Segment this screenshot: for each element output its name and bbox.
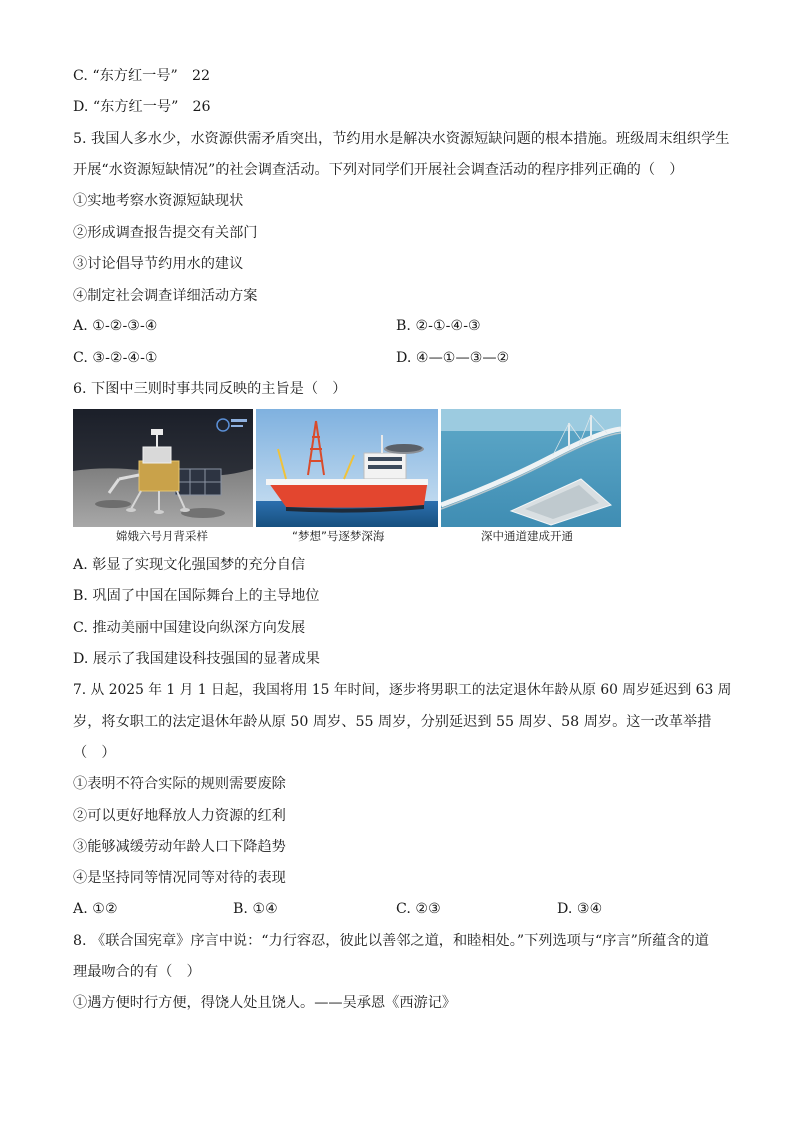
q7-stem-line3: （ ） <box>73 745 116 761</box>
q4-option-c: C. “东方红一号” 22 <box>73 68 211 84</box>
q5-option-d: D. ④—①—③—② <box>396 350 510 366</box>
q8-stem-line1: 8. 《联合国宪章》序言中说：“力行容忍，彼此以善邻之道，和睦相处。”下列选项与“序言”所蕴含的道 <box>73 933 709 949</box>
caption-lunar-lander: 嫦娥六号月背采样 <box>116 529 208 543</box>
q8-item-1: ①遇方便时行方便，得饶人处且饶人。——吴承恩《西游记》 <box>73 995 457 1011</box>
q5-stem-line2: 开展“水资源短缺情况”的社会调查活动。下列对同学们开展社会调查活动的程序排列正确的（ ） <box>73 162 684 178</box>
q7-option-a: A. ①② <box>73 901 118 917</box>
q5-item-1: ①实地考察水资源短缺现状 <box>73 193 244 209</box>
q5-option-c: C. ③-②-④-① <box>73 350 158 366</box>
q6-stem: 6. 下图中三则时事共同反映的主旨是（ ） <box>73 381 347 397</box>
q7-item-3: ③能够减缓劳动年龄人口下降趋势 <box>73 839 286 855</box>
caption-drilling-ship: “梦想”号逐梦深海 <box>292 529 385 543</box>
q7-option-d: D. ③④ <box>557 901 603 917</box>
q7-stem-line2: 岁，将女职工的法定退休年龄从原 50 周岁、55 周岁，分别延迟到 55 周岁、58 周岁。这一改革举措 <box>73 714 712 730</box>
q5-stem-line1: 5. 我国人多水少，水资源供需矛盾突出，节约用水是解决水资源短缺问题的根本措施。班级周末组织学生 <box>73 131 730 147</box>
q5-item-4: ④制定社会调查详细活动方案 <box>73 288 258 304</box>
q7-item-4: ④是坚持同等情况同等对待的表现 <box>73 870 286 886</box>
q4-option-d: D. “东方红一号” 26 <box>73 99 211 115</box>
q6-option-a: A. 彰显了实现文化强国梦的充分自信 <box>73 557 306 573</box>
drilling-ship-photo <box>256 409 438 527</box>
q5-option-b: B. ②-①-④-③ <box>396 318 481 334</box>
lunar-lander-photo <box>73 409 253 527</box>
q7-item-1: ①表明不符合实际的规则需要废除 <box>73 776 286 792</box>
q7-item-2: ②可以更好地释放人力资源的红利 <box>73 808 286 824</box>
q8-stem-line2: 理最吻合的有（ ） <box>73 964 201 980</box>
q6-option-c: C. 推动美丽中国建设向纵深方向发展 <box>73 620 306 636</box>
q5-item-2: ②形成调查报告提交有关部门 <box>73 225 258 241</box>
q6-option-b: B. 巩固了中国在国际舞台上的主导地位 <box>73 588 320 604</box>
q7-stem-line1: 7. 从 2025 年 1 月 1 日起，我国将用 15 年时间，逐步将男职工的法定退休年龄从原 60 周岁延迟到 63 周 <box>73 682 732 698</box>
q6-option-d: D. 展示了我国建设科技强国的显著成果 <box>73 651 320 667</box>
q5-option-a: A. ①-②-③-④ <box>73 318 158 334</box>
q7-option-b: B. ①④ <box>233 901 278 917</box>
caption-sea-bridge: 深中通道建成开通 <box>481 529 573 543</box>
q5-item-3: ③讨论倡导节约用水的建议 <box>73 256 244 272</box>
q7-option-c: C. ②③ <box>396 901 441 917</box>
sea-bridge-photo <box>441 409 621 527</box>
